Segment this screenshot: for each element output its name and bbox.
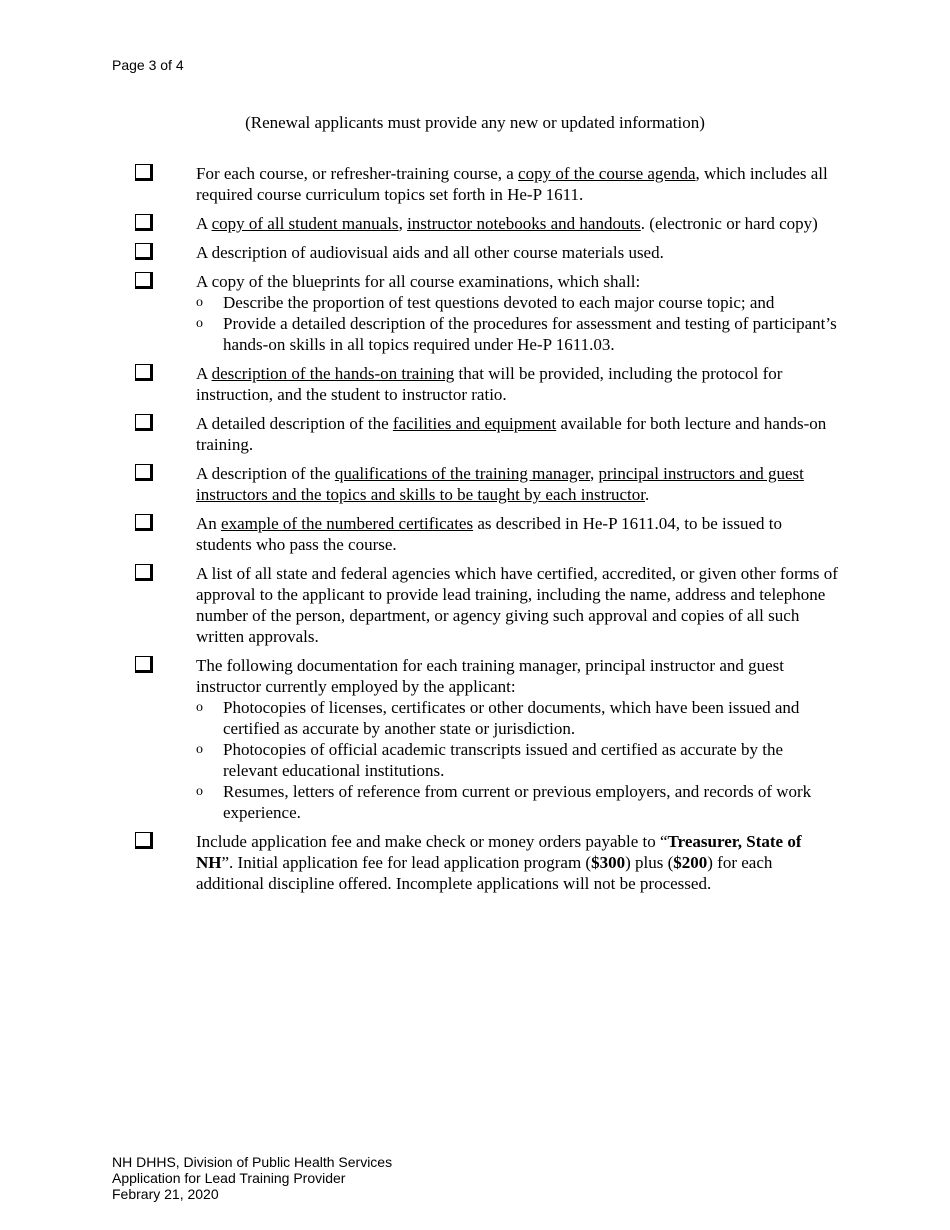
checkbox-course-agenda[interactable] [135, 164, 153, 181]
checkbox-certificates[interactable] [135, 514, 153, 531]
item-text: For each course, or refresher-training course, a copy of the course agenda, which includes all required course curriculum topics set forth in He-P 1611. [196, 164, 828, 204]
item-text: The following documentation for each training manager, principal instructor and guest instructor currently employed by the applicant: o Photocopies of licenses, certificates or other documents, which have been issued and certified as accurate by another state or jurisdiction. o Photocopies of official academic transcripts issued and certified as accurate by the relevant educational institutions. o Resumes, letters of reference from current or previous employers, and records of work experience. [196, 655, 841, 823]
checkbox-audiovisual[interactable] [135, 243, 153, 260]
checklist-item-audiovisual [0, 242, 950, 263]
sub-list-item: o Photocopies of licenses, certificates or other documents, which have been issued and certified as accurate by another state or jurisdiction. [196, 698, 800, 738]
bullet-icon: o [196, 742, 203, 757]
checkbox-qualifications[interactable] [135, 464, 153, 481]
checklist-item-application-fee [0, 831, 950, 894]
item-text: An example of the numbered certificates as described in He-P 1611.04, to be issued to students who pass the course. [196, 514, 783, 554]
footer-form-title: Application for Lead Training Provider [112, 1170, 346, 1186]
checkbox-application-fee[interactable] [135, 832, 153, 849]
checklist-item-facilities [0, 413, 950, 455]
item-text: A copy of the blueprints for all course examinations, which shall: o Describe the proportion of test questions devoted to each major course topic; and o Provide a detailed description of the procedures for assessment and testing of participant’s hands-on skills in all topics required under He-P 1611.03. [196, 271, 841, 355]
renewal-note: (Renewal applicants must provide any new or updated information) [245, 113, 705, 132]
bullet-icon: o [196, 700, 203, 715]
sub-list-item: o Photocopies of official academic transcripts issued and certified as accurate by the relevant educational institutions. [196, 740, 783, 780]
item-text: A description of audiovisual aids and all other course materials used. [196, 243, 664, 262]
checklist-item-qualifications [0, 463, 950, 505]
item-text: A detailed description of the facilities and equipment available for both lecture and hands-on training. [196, 414, 827, 454]
sub-list [196, 292, 841, 355]
checkbox-student-manuals[interactable] [135, 214, 153, 231]
bullet-icon: o [196, 295, 203, 310]
checklist-item-student-manuals [0, 213, 950, 234]
checklist-item-instructor-documentation [0, 655, 950, 823]
item-text: A copy of all student manuals, instructor notebooks and handouts. (electronic or hard copy) [196, 214, 818, 233]
checklist-item-hands-on-training [0, 363, 950, 405]
checkbox-hands-on-training[interactable] [135, 364, 153, 381]
checklist-item-exam-blueprints [0, 271, 950, 355]
footer-date: Febrary 21, 2020 [112, 1186, 219, 1202]
checkbox-agency-approvals[interactable] [135, 564, 153, 581]
item-text: A description of the hands-on training that will be provided, including the protocol for instruction, and the student to instructor ratio. [196, 364, 783, 404]
checklist-item-certificates [0, 513, 950, 555]
sub-list-item: o Provide a detailed description of the procedures for assessment and testing of participant’s hands-on skills in all topics required under He-P 1611.03. [196, 314, 837, 354]
checklist-item-agency-approvals [0, 563, 950, 647]
checklist-item-course-agenda [0, 163, 950, 205]
item-text: A description of the qualifications of the training manager, principal instructors and guest instructors and the topics and skills to be taught by each instructor. [196, 464, 804, 504]
footer [112, 1154, 392, 1202]
page-number: Page 3 of 4 [112, 57, 184, 73]
footer-department: NH DHHS, Division of Public Health Services [112, 1154, 393, 1170]
checkbox-facilities[interactable] [135, 414, 153, 431]
sub-list-item: o Describe the proportion of test questions devoted to each major course topic; and [196, 293, 775, 312]
requirements-checklist [0, 163, 950, 902]
checkbox-instructor-documentation[interactable] [135, 656, 153, 673]
item-text: Include application fee and make check or money orders payable to “Treasurer, State of NH”. Initial application fee for lead application program ($300) plus ($200) for each additional discipline offered. Incomplete applications will not be processed. [196, 832, 802, 893]
sub-list [196, 697, 841, 823]
item-text: A list of all state and federal agencies which have certified, accredited, or given other forms of approval to the applicant to provide lead training, including the name, address and telephone number of the person, department, or agency giving such approval and copies of all such written approvals. [196, 564, 838, 646]
sub-list-item: o Resumes, letters of reference from current or previous employers, and records of work experience. [196, 782, 812, 822]
bullet-icon: o [196, 316, 203, 331]
bullet-icon: o [196, 784, 203, 799]
checkbox-exam-blueprints[interactable] [135, 272, 153, 289]
